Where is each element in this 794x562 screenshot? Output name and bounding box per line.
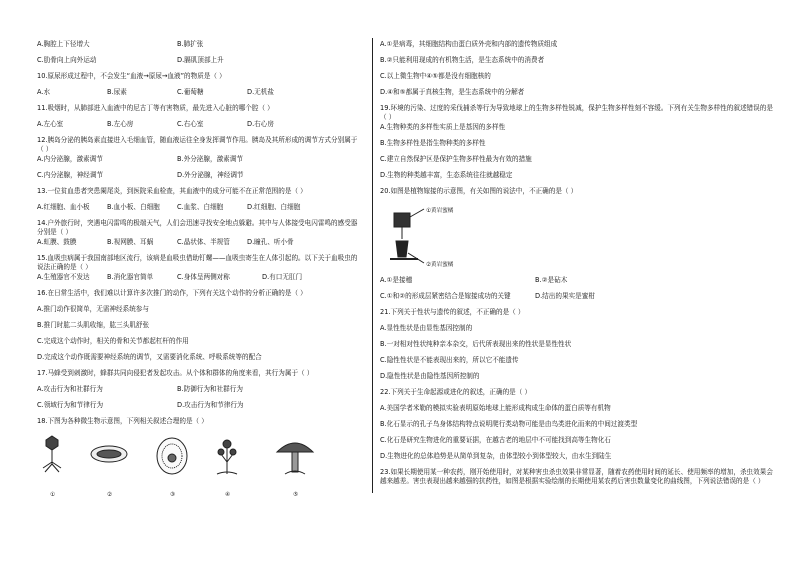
option-b: B.一对相对性状纯种亲本杂交，后代所表现出来的性状是显性性状 — [380, 340, 572, 348]
option-c: C.身体呈两侧对称 — [177, 273, 230, 281]
option-c: C.①和②的形成层紧密结合是嫁接成功的关键 — [380, 292, 511, 300]
figure-label-1: ① — [50, 492, 56, 498]
option-row — [37, 203, 301, 212]
question-15: 15.血吸虫病属于我国南部地区流行，该病是血吸虫借助钉螺——血吸虫寄生在人体引起的。以下关于血吸虫的说法正确的是（ ） — [37, 254, 358, 271]
option-a: A.攻击行为和社群行为 — [37, 385, 103, 393]
option-a: A.生物种类的多样性实质上是基因的多样性 — [380, 123, 506, 131]
option-row — [37, 171, 244, 180]
option-d: D.隐性性状是由隐性基因所控制的 — [380, 372, 480, 380]
option-b: B.视网膜、耳蜗 — [107, 238, 154, 246]
option-c: C.领域行为和节律行为 — [37, 401, 104, 409]
option-a: A.左心室 — [37, 120, 64, 128]
option-d: D.右心房 — [247, 120, 274, 128]
q18-option-d: D.④和⑤都属于真核生物，是生态系统中的分解者 — [380, 88, 525, 96]
option-d: D.膈肌顶部上升 — [177, 56, 224, 64]
option-c: C.隐性性状是不能表现出来的，所以它不能遗传 — [380, 356, 519, 364]
option-a: A.生殖器官不发达 — [37, 273, 90, 281]
option-a: A.①是接穗 — [380, 276, 413, 284]
option-d: D.攻击行为和节律行为 — [177, 401, 244, 409]
option-d: D.外分泌腺，神经调节 — [177, 171, 244, 179]
option-row — [380, 276, 568, 285]
option-c: C.建立自然保护区是保护生物多样性最为有效的措施 — [380, 155, 532, 163]
option-d: D.完成这个动作既需要神经系统的调节，又需要消化系统、呼吸系统等的配合 — [37, 353, 262, 361]
option-b: B.生物多样性是指生物种类的多样性 — [380, 139, 486, 147]
option-b: B.左心房 — [107, 120, 134, 128]
mushroom-drawing — [277, 443, 313, 474]
question-12: 12.胰岛分泌的胰岛素直接进入毛细血管，随血液运往全身发挥调节作用。胰岛及其所形成的调节方式分别属于（ ） — [37, 136, 358, 153]
question-10: 10.原尿形成过程中，不会发生“血液→原尿→血液”的物质是（ ） — [37, 72, 226, 80]
question-18: 18.下图为各种微生物示意图，下列相关叙述合理的是（ ） — [37, 417, 208, 425]
question-19: 19.环境的污染、过度的采伐捕杀等行为导致地球上的生物多样性锐减，保护生物多样性刻不容缓。下列有关生物多样性的叙述错误的是（ ） — [380, 104, 773, 121]
option-d: D.结出的果实是蜜柑 — [535, 292, 595, 300]
option-row — [380, 292, 595, 301]
option-a: A.显性性状是由显性基因控制的 — [380, 324, 473, 332]
column-divider — [372, 38, 373, 493]
figure-label-5: ⑤ — [293, 492, 299, 498]
question-20: 20.如图是植物嫁接的示意图，有关如图的说法中，不正确的是（ ） — [380, 187, 578, 195]
option-c: C.晶状体、半规管 — [177, 238, 230, 246]
option-c: C.化石是研究生物进化的重要证据，在越古老的地层中不可能找到高等生物化石 — [380, 436, 611, 444]
q18-option-a: A.①是病毒，其细胞结构由蛋白质外壳和内部的遗传物质组成 — [380, 40, 558, 48]
option-row — [37, 120, 274, 129]
option-a: A.美国学者米勒的模拟实验表明原始地球上能形成构成生命体的蛋白质等有机物 — [380, 404, 611, 412]
question-16: 16.在日常生活中，我们难以计算许多次推门的动作，下列有关这个动作的分析正确的是（ ） — [37, 289, 307, 297]
option-d: D.瞳孔、听小骨 — [247, 238, 294, 246]
bacteriophage-drawing — [43, 436, 61, 472]
option-row — [37, 56, 224, 65]
q18-option-b: B.②只能利用现成的有机物生活，是生态系统中的消费者 — [380, 56, 545, 64]
option-d: D.红细胞、白细胞 — [247, 203, 301, 211]
question-21: 21.下列关于性状与遗传的叙述，不正确的是（ ） — [380, 308, 525, 316]
figure-label-2: ② — [107, 492, 113, 498]
option-b: B.化石显示的孔子鸟身体结构特点说明爬行类动物可能是由鸟类进化而来的中间过渡类型 — [380, 420, 638, 428]
option-d: D.生物的种类越丰富，生态系统往往就越稳定 — [380, 171, 513, 179]
option-a: A.虹膜、鼓膜 — [37, 238, 77, 246]
option-b: B.尿素 — [107, 88, 127, 96]
option-b: B.肺扩张 — [177, 40, 204, 48]
option-a: A.红细胞、血小板 — [37, 203, 90, 211]
q18-option-c: C.以上微生物中④⑤都是没有细胞核的 — [380, 72, 491, 80]
option-row — [37, 88, 274, 97]
question-11: 11.吸烟时，从肺部进入血液中的尼古丁等有害物质，最先进入心脏的哪个腔（ ） — [37, 104, 274, 112]
question-22: 22.下列关于生命起源或进化的叙述，正确的是（ ） — [380, 388, 532, 396]
figure-label-3: ③ — [170, 492, 176, 498]
option-row — [37, 273, 303, 282]
scion-block — [394, 213, 410, 227]
option-b: B.血小板、白细胞 — [107, 203, 160, 211]
option-a: A.胸腔上下径增大 — [37, 40, 90, 48]
option-row — [37, 401, 244, 410]
option-b: B.推门时肱二头肌收缩，肱三头肌舒张 — [37, 321, 150, 329]
option-b: B.外分泌腺，激素调节 — [177, 155, 243, 163]
option-row — [37, 155, 243, 164]
option-b: B.消化器官简单 — [107, 273, 154, 281]
option-c: C.肋骨向上向外运动 — [37, 56, 97, 64]
option-b: B.②是砧木 — [535, 276, 568, 284]
rootstock-drawing — [396, 241, 408, 257]
bacterium-drawing — [91, 446, 127, 462]
option-row — [37, 238, 294, 247]
rootstock-caption: ②黄岩蜜橘 — [426, 262, 454, 268]
option-d: D.有口无肛门 — [262, 273, 303, 281]
option-c: C.内分泌腺，神经调节 — [37, 171, 104, 179]
question-23: 23.如果长期使用某一种农药，刚开始使用时，对某种害虫杀虫效果非常显著，随着农药使用时间的延长、使用频率的增加，杀虫效果会越来越差。害虫表现出越来越强的抗药性，如图是根据实验绘制的长期使用某农药后害虫数量变化的曲线图，下列说法错误的是（ ） — [380, 468, 773, 485]
question-17: 17.马蜂受到刺激时，蜂群共同向侵犯者发起攻击。从个体和群体的角度来看，其行为属于（ ） — [37, 369, 314, 377]
question-14: 14.户外旅行时，突遇电闪雷鸣的极端天气，人们会迅速寻找安全地点躲避。其中与人体接受电闪雷鸣的感受器分别是（ ） — [37, 219, 358, 236]
option-b: B.防御行为和社群行为 — [177, 385, 243, 393]
question-13: 13.一位贫血患者突患阑尾炎，到医院采血检查，其血液中的成分可能不在正常范围的是（ ） — [37, 187, 307, 195]
option-a: A.水 — [37, 88, 51, 96]
option-c: C.葡萄糖 — [177, 88, 204, 96]
mold-drawing — [217, 440, 237, 474]
option-row — [37, 40, 204, 49]
option-d: D.生物进化的总体趋势是从简单到复杂，由体型较小到体型较大，由水生到陆生 — [380, 452, 612, 460]
option-a: A.推门动作很简单，无需神经系统参与 — [37, 305, 149, 313]
figure-label-4: ④ — [225, 492, 231, 498]
microorganism-figure — [37, 432, 337, 502]
option-c: C.血浆、白细胞 — [177, 203, 224, 211]
option-d: D.无机盐 — [247, 88, 274, 96]
scion-caption: ①黄岩蜜橘 — [426, 208, 454, 214]
option-c: C.右心室 — [177, 120, 204, 128]
option-a: A.内分泌腺，激素调节 — [37, 155, 103, 163]
option-row — [37, 385, 243, 394]
option-c: C.完成这个动作时，相关的骨和关节都起杠杆的作用 — [37, 337, 189, 345]
yeast-drawing — [157, 438, 187, 474]
